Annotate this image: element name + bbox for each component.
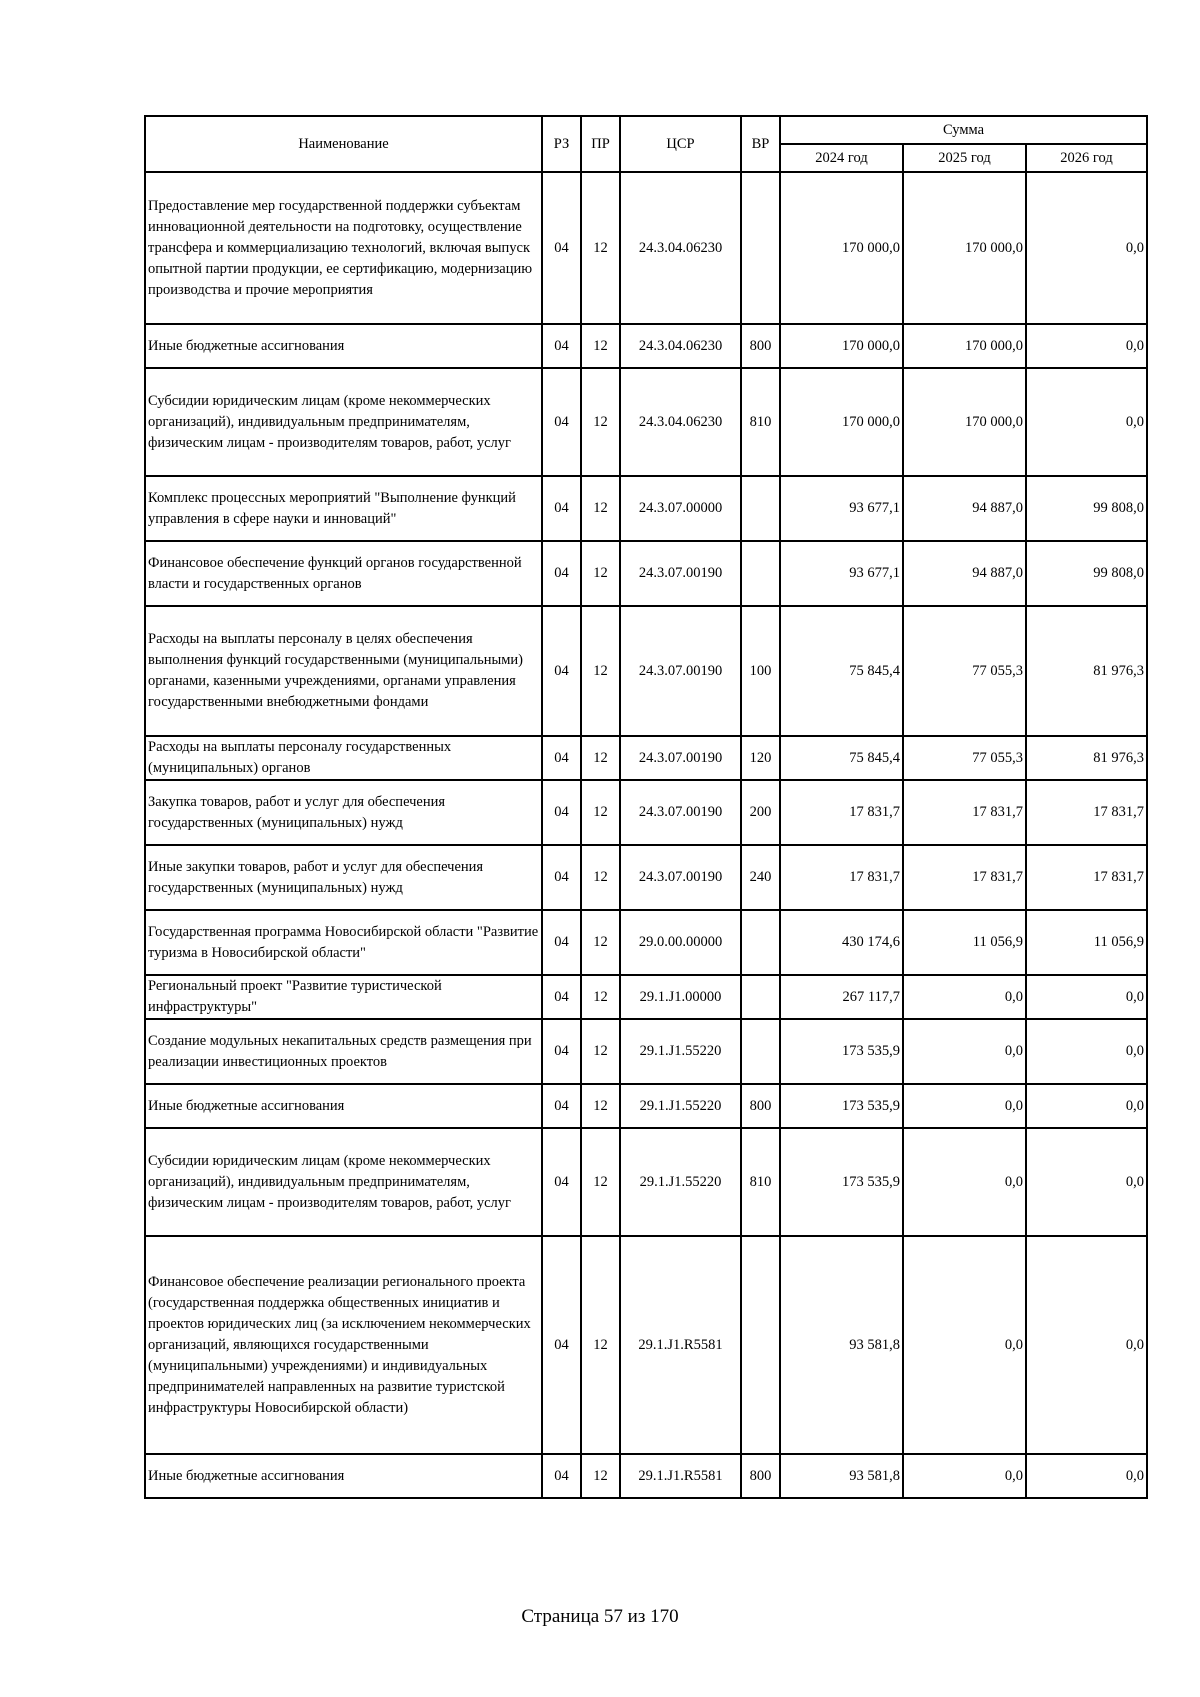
table-row bbox=[145, 910, 1147, 975]
row-pr: 12 bbox=[581, 1084, 620, 1128]
row-rz: 04 bbox=[542, 541, 581, 606]
budget-table bbox=[144, 115, 1148, 1499]
row-vr: 800 bbox=[741, 1084, 780, 1128]
header-name: Наименование bbox=[145, 116, 542, 172]
row-2026: 17 831,7 bbox=[1026, 780, 1147, 845]
row-csr: 29.1.J1.R5581 bbox=[620, 1236, 741, 1454]
row-vr: 200 bbox=[741, 780, 780, 845]
row-csr: 24.3.04.06230 bbox=[620, 368, 741, 476]
table-row bbox=[145, 1454, 1147, 1498]
row-name: Иные бюджетные ассигнования bbox=[145, 1454, 542, 1498]
row-2024: 170 000,0 bbox=[780, 172, 903, 324]
row-2025: 170 000,0 bbox=[903, 324, 1026, 368]
row-2025: 11 056,9 bbox=[903, 910, 1026, 975]
row-vr: 810 bbox=[741, 368, 780, 476]
row-pr: 12 bbox=[581, 476, 620, 541]
row-2025: 0,0 bbox=[903, 1128, 1026, 1236]
table-row bbox=[145, 1236, 1147, 1454]
row-2024: 170 000,0 bbox=[780, 324, 903, 368]
row-2024: 170 000,0 bbox=[780, 368, 903, 476]
row-pr: 12 bbox=[581, 172, 620, 324]
row-pr: 12 bbox=[581, 1236, 620, 1454]
row-csr: 29.1.J1.00000 bbox=[620, 975, 741, 1019]
row-pr: 12 bbox=[581, 606, 620, 736]
row-2024: 173 535,9 bbox=[780, 1084, 903, 1128]
row-rz: 04 bbox=[542, 368, 581, 476]
row-pr: 12 bbox=[581, 975, 620, 1019]
row-2024: 173 535,9 bbox=[780, 1019, 903, 1084]
row-pr: 12 bbox=[581, 1454, 620, 1498]
row-rz: 04 bbox=[542, 780, 581, 845]
row-2024: 93 677,1 bbox=[780, 476, 903, 541]
header-sum: Сумма bbox=[780, 116, 1147, 144]
table-row bbox=[145, 172, 1147, 324]
row-rz: 04 bbox=[542, 172, 581, 324]
row-2026: 11 056,9 bbox=[1026, 910, 1147, 975]
row-csr: 29.1.J1.55220 bbox=[620, 1128, 741, 1236]
row-2025: 0,0 bbox=[903, 1236, 1026, 1454]
row-2024: 93 581,8 bbox=[780, 1236, 903, 1454]
row-2024: 17 831,7 bbox=[780, 845, 903, 910]
row-csr: 24.3.04.06230 bbox=[620, 172, 741, 324]
row-2024: 17 831,7 bbox=[780, 780, 903, 845]
row-csr: 29.1.J1.R5581 bbox=[620, 1454, 741, 1498]
row-pr: 12 bbox=[581, 324, 620, 368]
header-vr: ВР bbox=[741, 116, 780, 172]
row-2026: 99 808,0 bbox=[1026, 541, 1147, 606]
row-name: Государственная программа Новосибирской области "Развитие туризма в Новосибирской области" bbox=[145, 910, 542, 975]
row-name: Субсидии юридическим лицам (кроме некоммерческих организаций), индивидуальным предпринимателям, физическим лицам - производителям товаров, работ, услуг bbox=[145, 1128, 542, 1236]
row-csr: 29.0.00.00000 bbox=[620, 910, 741, 975]
row-pr: 12 bbox=[581, 1019, 620, 1084]
row-pr: 12 bbox=[581, 736, 620, 780]
row-2026: 99 808,0 bbox=[1026, 476, 1147, 541]
row-vr: 800 bbox=[741, 1454, 780, 1498]
row-2025: 77 055,3 bbox=[903, 606, 1026, 736]
row-vr bbox=[741, 975, 780, 1019]
row-rz: 04 bbox=[542, 1084, 581, 1128]
row-vr bbox=[741, 172, 780, 324]
row-csr: 24.3.07.00190 bbox=[620, 606, 741, 736]
row-2025: 0,0 bbox=[903, 1454, 1026, 1498]
table-row bbox=[145, 606, 1147, 736]
row-rz: 04 bbox=[542, 1454, 581, 1498]
row-name: Иные бюджетные ассигнования bbox=[145, 1084, 542, 1128]
row-csr: 24.3.07.00190 bbox=[620, 541, 741, 606]
row-2026: 0,0 bbox=[1026, 1019, 1147, 1084]
table-row bbox=[145, 1019, 1147, 1084]
row-rz: 04 bbox=[542, 324, 581, 368]
table-row bbox=[145, 1128, 1147, 1236]
row-vr bbox=[741, 476, 780, 541]
row-2025: 94 887,0 bbox=[903, 476, 1026, 541]
row-name: Региональный проект "Развитие туристической инфраструктуры" bbox=[145, 975, 542, 1019]
row-2025: 17 831,7 bbox=[903, 845, 1026, 910]
row-rz: 04 bbox=[542, 1236, 581, 1454]
row-rz: 04 bbox=[542, 1019, 581, 1084]
row-pr: 12 bbox=[581, 910, 620, 975]
row-name: Иные бюджетные ассигнования bbox=[145, 324, 542, 368]
header-2024: 2024 год bbox=[780, 144, 903, 172]
row-rz: 04 bbox=[542, 1128, 581, 1236]
row-vr bbox=[741, 910, 780, 975]
row-vr: 800 bbox=[741, 324, 780, 368]
row-csr: 24.3.07.00000 bbox=[620, 476, 741, 541]
row-name: Субсидии юридическим лицам (кроме некоммерческих организаций), индивидуальным предпринимателям, физическим лицам - производителям товаров, работ, услуг bbox=[145, 368, 542, 476]
row-2025: 17 831,7 bbox=[903, 780, 1026, 845]
header-2026: 2026 год bbox=[1026, 144, 1147, 172]
row-rz: 04 bbox=[542, 606, 581, 736]
row-2026: 0,0 bbox=[1026, 1454, 1147, 1498]
header-csr: ЦСР bbox=[620, 116, 741, 172]
row-2026: 0,0 bbox=[1026, 975, 1147, 1019]
row-2026: 0,0 bbox=[1026, 324, 1147, 368]
row-2026: 81 976,3 bbox=[1026, 736, 1147, 780]
row-vr: 240 bbox=[741, 845, 780, 910]
table-body bbox=[145, 172, 1147, 1498]
row-pr: 12 bbox=[581, 1128, 620, 1236]
row-2025: 0,0 bbox=[903, 975, 1026, 1019]
header-rz: РЗ bbox=[542, 116, 581, 172]
table-header bbox=[145, 116, 1147, 172]
row-2024: 93 581,8 bbox=[780, 1454, 903, 1498]
table-row bbox=[145, 845, 1147, 910]
row-rz: 04 bbox=[542, 476, 581, 541]
row-name: Комплекс процессных мероприятий "Выполнение функций управления в сфере науки и инноваций" bbox=[145, 476, 542, 541]
table-row bbox=[145, 1084, 1147, 1128]
row-csr: 24.3.04.06230 bbox=[620, 324, 741, 368]
row-csr: 24.3.07.00190 bbox=[620, 736, 741, 780]
row-name: Расходы на выплаты персоналу в целях обеспечения выполнения функций государственными (муниципальными) органами, казенными учреждениями, органами управления государственными внебюджетными фондами bbox=[145, 606, 542, 736]
table-row bbox=[145, 736, 1147, 780]
table-row bbox=[145, 975, 1147, 1019]
row-2026: 0,0 bbox=[1026, 172, 1147, 324]
row-2025: 0,0 bbox=[903, 1019, 1026, 1084]
row-rz: 04 bbox=[542, 910, 581, 975]
row-name: Закупка товаров, работ и услуг для обеспечения государственных (муниципальных) нужд bbox=[145, 780, 542, 845]
row-rz: 04 bbox=[542, 736, 581, 780]
row-rz: 04 bbox=[542, 975, 581, 1019]
row-vr: 810 bbox=[741, 1128, 780, 1236]
row-2025: 170 000,0 bbox=[903, 368, 1026, 476]
row-2026: 0,0 bbox=[1026, 1128, 1147, 1236]
table-row bbox=[145, 780, 1147, 845]
table-row bbox=[145, 541, 1147, 606]
row-vr bbox=[741, 1236, 780, 1454]
row-name: Предоставление мер государственной поддержки субъектам инновационной деятельности на подготовку, осуществление трансфера и коммерциализацию технологий, включая выпуск опытной партии продукции, ее сертификацию, модернизацию производства и прочие мероприятия bbox=[145, 172, 542, 324]
row-pr: 12 bbox=[581, 368, 620, 476]
row-2024: 173 535,9 bbox=[780, 1128, 903, 1236]
row-2026: 0,0 bbox=[1026, 368, 1147, 476]
row-csr: 24.3.07.00190 bbox=[620, 780, 741, 845]
row-2026: 81 976,3 bbox=[1026, 606, 1147, 736]
row-name: Расходы на выплаты персоналу государственных (муниципальных) органов bbox=[145, 736, 542, 780]
row-vr: 120 bbox=[741, 736, 780, 780]
row-name: Финансовое обеспечение функций органов государственной власти и государственных органов bbox=[145, 541, 542, 606]
row-csr: 24.3.07.00190 bbox=[620, 845, 741, 910]
row-2024: 75 845,4 bbox=[780, 736, 903, 780]
row-2024: 430 174,6 bbox=[780, 910, 903, 975]
row-csr: 29.1.J1.55220 bbox=[620, 1084, 741, 1128]
row-2024: 75 845,4 bbox=[780, 606, 903, 736]
row-2025: 77 055,3 bbox=[903, 736, 1026, 780]
row-2025: 170 000,0 bbox=[903, 172, 1026, 324]
row-2024: 93 677,1 bbox=[780, 541, 903, 606]
row-2026: 17 831,7 bbox=[1026, 845, 1147, 910]
row-rz: 04 bbox=[542, 845, 581, 910]
header-pr: ПР bbox=[581, 116, 620, 172]
row-2025: 0,0 bbox=[903, 1084, 1026, 1128]
row-pr: 12 bbox=[581, 541, 620, 606]
table-row bbox=[145, 476, 1147, 541]
row-vr bbox=[741, 541, 780, 606]
row-vr bbox=[741, 1019, 780, 1084]
table-row bbox=[145, 368, 1147, 476]
table-row bbox=[145, 324, 1147, 368]
row-2024: 267 117,7 bbox=[780, 975, 903, 1019]
row-2026: 0,0 bbox=[1026, 1236, 1147, 1454]
page-number: Страница 57 из 170 bbox=[521, 1606, 679, 1627]
row-name: Создание модульных некапитальных средств размещения при реализации инвестиционных проектов bbox=[145, 1019, 542, 1084]
row-2026: 0,0 bbox=[1026, 1084, 1147, 1128]
row-name: Финансовое обеспечение реализации регионального проекта (государственная поддержка общественных инициатив и проектов юридических лиц (за исключением некоммерческих организаций, являющихся государственными (муниципальными) учреждениями) и индивидуальных предпринимателей направленных на развитие туристской инфраструктуры Новосибирской области) bbox=[145, 1236, 542, 1454]
row-vr: 100 bbox=[741, 606, 780, 736]
row-csr: 29.1.J1.55220 bbox=[620, 1019, 741, 1084]
row-pr: 12 bbox=[581, 780, 620, 845]
row-pr: 12 bbox=[581, 845, 620, 910]
row-2025: 94 887,0 bbox=[903, 541, 1026, 606]
header-2025: 2025 год bbox=[903, 144, 1026, 172]
row-name: Иные закупки товаров, работ и услуг для обеспечения государственных (муниципальных) нужд bbox=[145, 845, 542, 910]
